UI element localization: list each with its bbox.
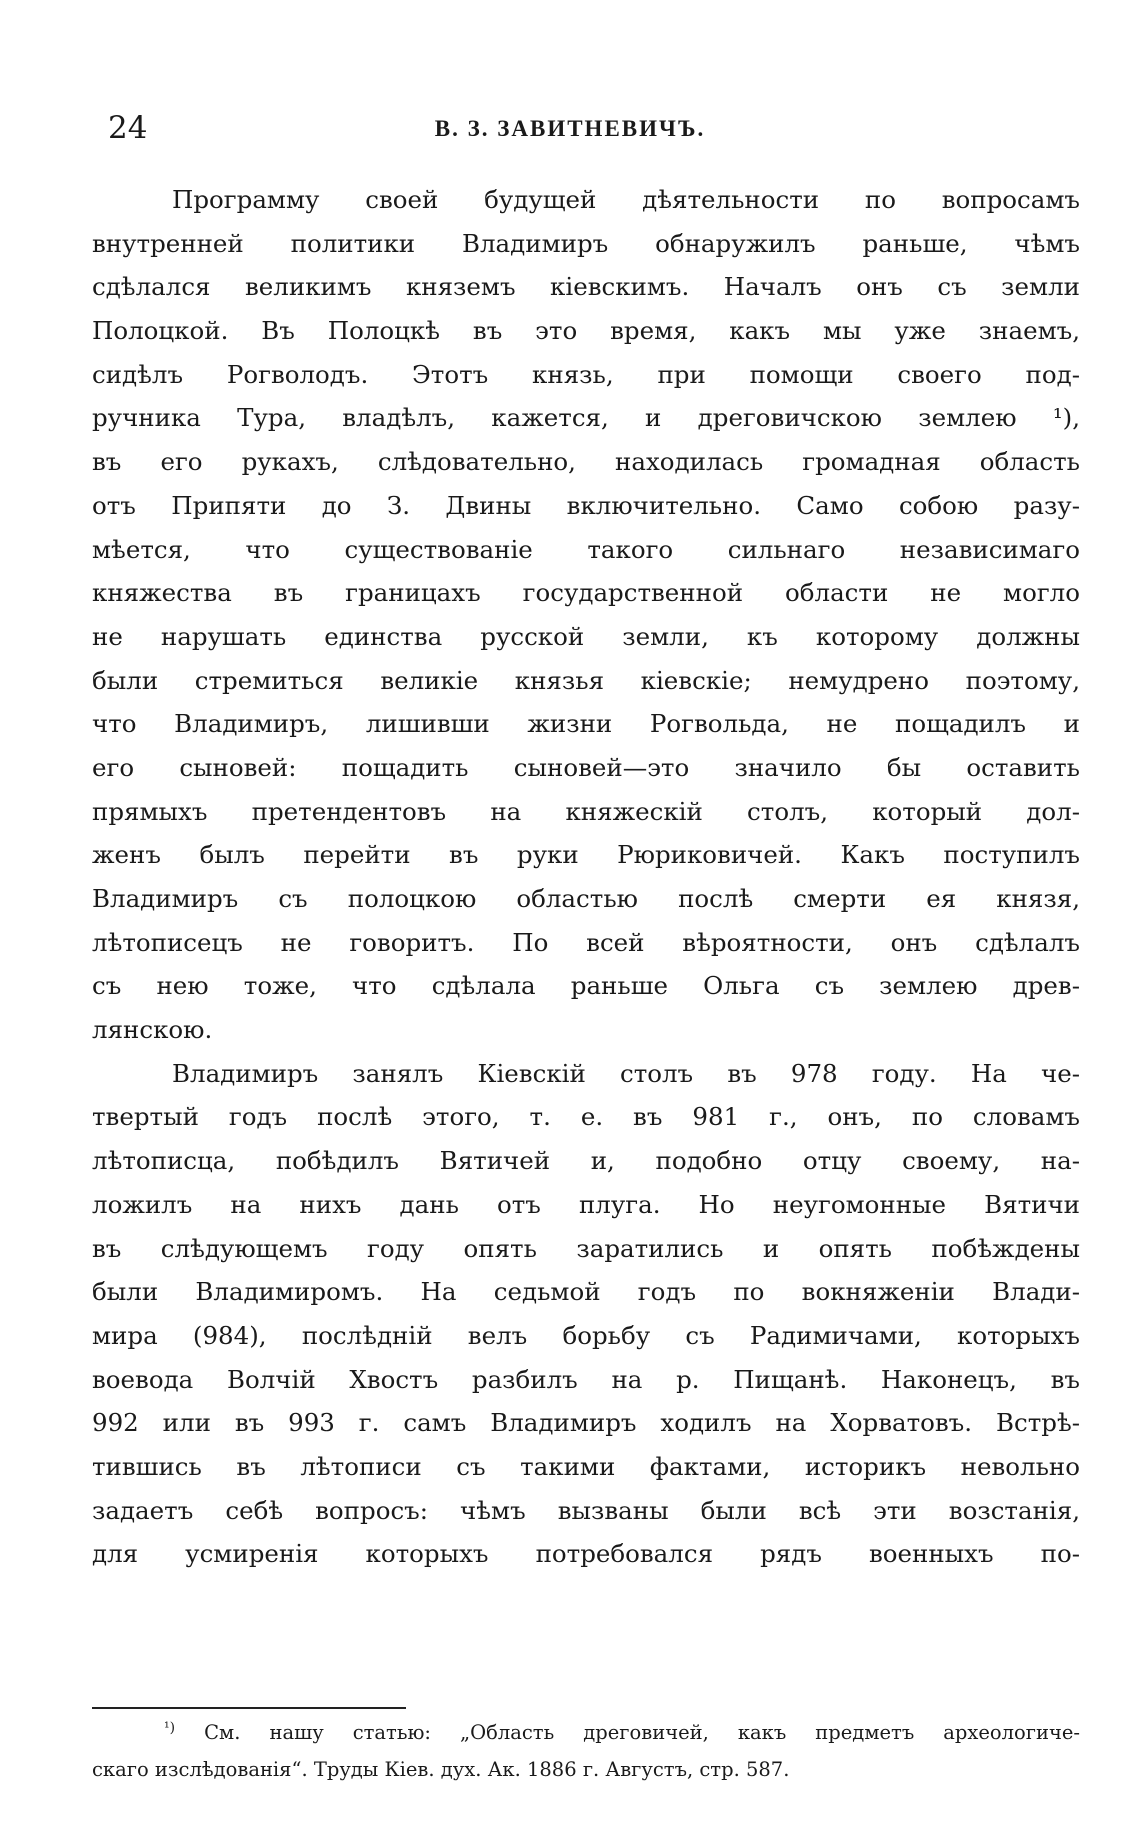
text-line: лѣтописца, побѣдилъ Вятичей и, подобно отцу своему, на- (92, 1146, 1080, 1176)
text-line: княжества въ границахъ государственной области не могло (92, 578, 1080, 608)
text-line: тившись въ лѣтописи съ такими фактами, историкъ невольно (92, 1451, 1080, 1481)
footnote-marker: ¹) (164, 1720, 176, 1736)
footnote-line: скаго изслѣдованія“. Труды Кіев. дух. Ак. 1886 г. Августъ, стр. 587. (92, 1758, 790, 1781)
text-line: твертый годъ послѣ этого, т. е. въ 981 г., онъ, по словамъ (92, 1102, 1080, 1132)
text-line: съ нею тоже, что сдѣлала раньше Ольга съ землею древ- (92, 971, 1080, 1001)
text-line: мѣется, что существованіе такого сильнаго независимаго (92, 534, 1080, 564)
text-line: лѣтописецъ не говоритъ. По всей вѣроятности, онъ сдѣлалъ (92, 927, 1080, 957)
footnote-text: См. нашу статью: „Область дреговичей, какъ предметъ археологиче- (204, 1721, 1081, 1744)
text-line: прямыхъ претендентовъ на княжескій столъ, который дол- (92, 796, 1080, 826)
text-line: Полоцкой. Въ Полоцкѣ въ это время, какъ мы уже знаемъ, (92, 316, 1080, 346)
text-line: лянскою. (92, 1015, 213, 1045)
text-line: воевода Волчій Хвостъ разбилъ на р. Пищанѣ. Наконецъ, въ (92, 1364, 1080, 1394)
text-line: внутренней политики Владимиръ обнаружилъ раньше, чѣмъ (92, 228, 1080, 258)
text-line: его сыновей: пощадить сыновей—это значило бы оставить (92, 752, 1080, 782)
text-line: задаетъ себѣ вопросъ: чѣмъ вызваны были всѣ эти возстанія, (92, 1495, 1080, 1525)
text-line: Владимиръ съ полоцкою областью послѣ смерти ея князя, (92, 884, 1080, 913)
body-text (92, 178, 1080, 1576)
text-line: были Владимиромъ. На седьмой годъ по вокняженіи Влади- (92, 1277, 1080, 1307)
text-line: сидѣлъ Рогволодъ. Этотъ князь, при помощи своего под- (92, 359, 1080, 389)
text-line: не нарушать единства русской земли, къ которому должны (92, 621, 1080, 651)
text-line: для усмиренія которыхъ потребовался рядъ военныхъ по- (92, 1539, 1080, 1569)
text-line: ручника Тура, владѣлъ, кажется, и дреговичскою землею ¹), (92, 403, 1080, 433)
page-header (0, 108, 1140, 148)
running-head: В. З. ЗАВИТНЕВИЧЪ. (434, 116, 706, 141)
text-line: въ его рукахъ, слѣдовательно, находилась громадная область (92, 447, 1080, 477)
text-line: Владимиръ занялъ Кіевскій столъ въ 978 году. На че- (172, 1058, 1080, 1088)
text-line: ложилъ на нихъ дань отъ плуга. Но неугомонные Вятичи (92, 1189, 1080, 1219)
text-line: въ слѣдующемъ году опять заратились и опять побѣждены (92, 1233, 1080, 1263)
text-line: что Владимиръ, лишивши жизни Рогвольда, не пощадилъ и (92, 709, 1080, 739)
footnote-line (92, 1714, 1080, 1751)
text-line: 992 или въ 993 г. самъ Владимиръ ходилъ на Хорватовъ. Встрѣ- (92, 1408, 1080, 1438)
text-line: Программу своей будущей дѣятельности по вопросамъ (172, 185, 1080, 214)
text-line: сдѣлался великимъ княземъ кіевскимъ. Началъ онъ съ земли (92, 272, 1080, 302)
text-line: мира (984), послѣдній велъ борьбу съ Радимичами, которыхъ (92, 1320, 1080, 1350)
text-line: отъ Припяти до З. Двины включительно. Само собою разу- (92, 490, 1080, 520)
footnote (92, 1714, 1080, 1788)
text-line: были стремиться великіе князья кіевскіе; немудрено поэтому, (92, 665, 1080, 695)
text-line: женъ былъ перейти въ руки Рюриковичей. Какъ поступилъ (92, 840, 1080, 870)
page-number: 24 (108, 110, 148, 146)
footnote-divider (92, 1707, 406, 1709)
